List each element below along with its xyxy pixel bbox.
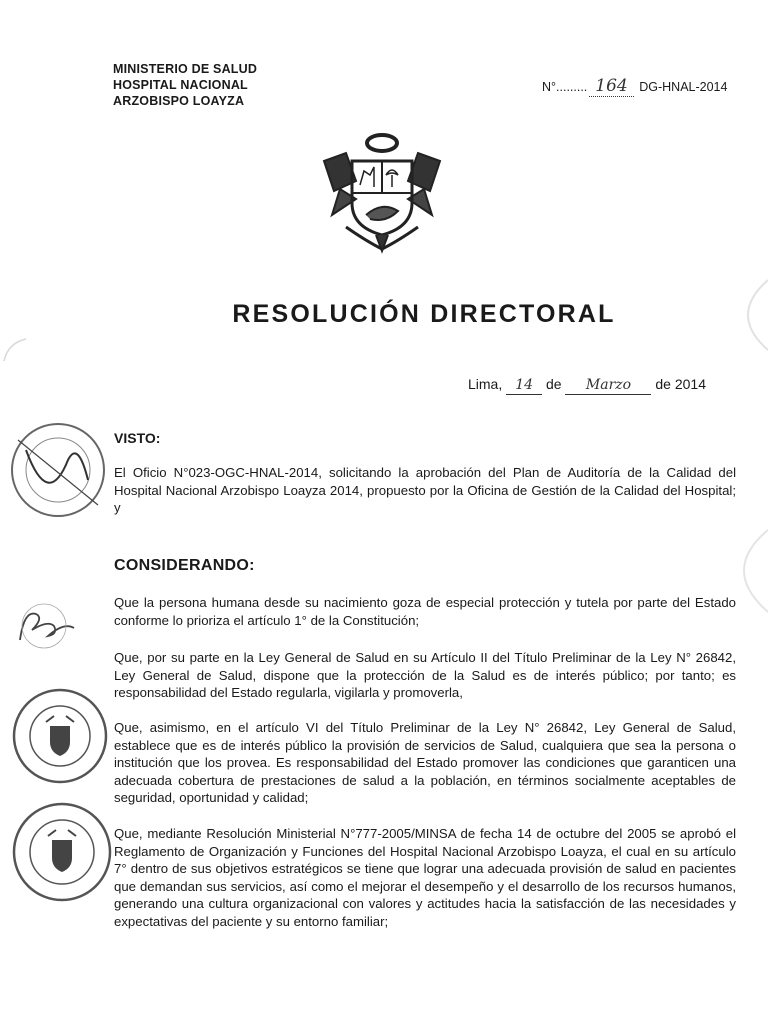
institution-header [113, 61, 257, 109]
considerando-paragraph-2: Que, por su parte en la Ley General de Salud en su Artículo II del Título Preliminar de la Ley N° 26842, Ley General de Salud, dispone que la protección de la Salud es de interés público; por tanto; es responsabilidad del Estado regularla, vigilarla y promoverla, [114, 650, 736, 700]
institution-line-ministry: MINISTERIO DE SALUD [113, 62, 258, 76]
doc-number-prefix: N°......... [542, 80, 588, 94]
date-city: Lima, [468, 376, 503, 392]
visto-paragraph: El Oficio N°023-OGC-HNAL-2014, solicitando la aprobación del Plan de Auditoría de la Calidad del Hospital Nacional Arzobispo Loayza 2014, propuesto por la Oficina de Gestión de la Calidad del Hospital; y [114, 465, 736, 515]
doc-number-handwritten: 164 [589, 76, 633, 97]
institution-line-name: ARZOBISPO LOAYZA [113, 94, 245, 108]
considerando-paragraph-1: Que la persona humana desde su nacimiento goza de especial protección y tutela por parte del Estado conforme lo prioriza el artículo 1° de la Constitución; [114, 595, 736, 628]
document-title: RESOLUCIÓN DIRECTORAL [232, 300, 616, 328]
seal-stamp-icon [10, 800, 114, 904]
seal-stamp-icon [10, 686, 110, 786]
date-year: de 2014 [655, 376, 706, 392]
initials-signature-icon [14, 600, 80, 652]
visto-heading: VISTO: [114, 430, 161, 446]
date-month-handwritten: Marzo [565, 378, 651, 395]
coat-of-arms-icon [316, 131, 448, 255]
seal-stamp-icon [8, 420, 108, 520]
bleed-through-mark-icon [0, 335, 30, 365]
considerando-heading: CONSIDERANDO: [114, 557, 255, 574]
date-line [468, 376, 706, 395]
bleed-through-mark-icon [718, 270, 768, 360]
document-number [542, 76, 727, 96]
considerando-paragraph-4: Que, mediante Resolución Ministerial N°777-2005/MINSA de fecha 14 de octubre del 2005 se aprobó el Reglamento de Organización y Funciones del Hospital Nacional Arzobispo Loayza, el cual en su artículo 7° dentro de sus objetivos estratégicos se tiene que lograr una adecuada provisión de salud en pacientes que demandan sus servicios, así como el mejorar el desempeño y el desarrollo de los recursos humanos, generando una cultura organizacional con valores y actitudes hacia la satisfacción de las necesidades y expectativas del paciente y su entorno familiar; [114, 826, 736, 929]
doc-number-suffix: DG-HNAL-2014 [639, 80, 728, 94]
considerando-paragraph-3: Que, asimismo, en el artículo VI del Título Preliminar de la Ley N° 26842, Ley General de Salud, establece que es de interés público la provisión de servicios de Salud, cualquiera que sea la persona o institución que los provea. Es responsabilidad del Estado promover las condiciones que garanticen una adecuada cobertura de prestaciones de salud a la población, en términos socialmente aceptables de seguridad, oportunidad y calidad; [114, 720, 736, 805]
institution-line-hospital: HOSPITAL NACIONAL [113, 78, 248, 92]
bleed-through-mark-icon [712, 520, 768, 620]
date-day-handwritten: 14 [506, 378, 542, 395]
date-de-1: de [546, 376, 562, 392]
